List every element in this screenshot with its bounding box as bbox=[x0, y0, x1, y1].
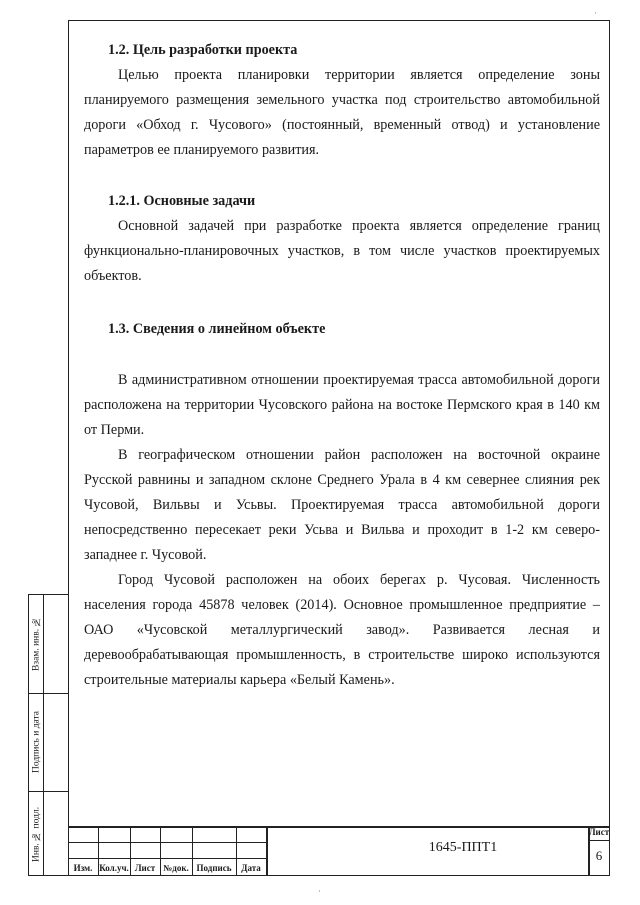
tb-col-ndok: №док. bbox=[163, 863, 189, 873]
side-label-podpis: Подпись и дата bbox=[31, 711, 42, 774]
tb-col-list: Лист bbox=[134, 863, 156, 873]
paragraph-1-2: Целью проекта планировки территории является определение зоны планируемого размещения земельного участка под строительство автомобильной дороги «Обход г. Чусового» (постоянный, временный отвод) и установление параметров ее планируемого развития. bbox=[84, 67, 600, 158]
side-label-inv: Инв. № подл. bbox=[31, 806, 42, 862]
tb-col-izm: Изм. bbox=[73, 863, 93, 873]
bottom-mark: · bbox=[318, 886, 321, 896]
sheet-number: 6 bbox=[595, 848, 603, 863]
heading-1-2-1: 1.2.1. Основные задачи bbox=[108, 193, 256, 209]
page-content bbox=[84, 38, 600, 693]
heading-1-3: 1.3. Сведения о линейном объекте bbox=[108, 321, 326, 337]
paragraph-1-3-geo: В географическом отношении район расположен на восточной окраине Русской равнины и западном склоне Среднего Урала в 4 км севернее слияния рек Чусовой, Вильвы и Усьвы. Проектируемая трасса автомобильной дороги непосредственно пересекает реки Усьва и Вильва и проходит в 1-2 км северо-западнее г. Чусовой. bbox=[84, 447, 600, 563]
paragraph-1-2-1: Основной задачей при разработке проекта является определение границ функционально-планировочных участков, в том числе участков проектируемых объектов. bbox=[84, 218, 600, 284]
sheet-label: Лист bbox=[588, 827, 610, 837]
paragraph-1-3-city: Город Чусовой расположен на обоих берегах р. Чусовая. Численность населения города 45878 человек (2014). Основное промышленное предприятие – ОАО «Чусовской металлургический завод». Развивается лесная и деревообрабатывающая промышленность, в строительстве широко используются строительные материалы карьера «Белый Камень». bbox=[84, 572, 600, 688]
tb-col-podpis: Подпись bbox=[196, 863, 232, 873]
side-label-vzam: Взам. инв. № bbox=[31, 616, 42, 672]
document-code: 1645-ППТ1 bbox=[428, 840, 498, 855]
title-block bbox=[68, 826, 610, 876]
heading-1-2: 1.2. Цель разработки проекта bbox=[108, 42, 298, 58]
corner-mark: · bbox=[594, 8, 597, 18]
side-strip bbox=[28, 594, 68, 876]
tb-col-koluch: Кол.уч. bbox=[99, 863, 129, 873]
tb-col-data: Дата bbox=[241, 863, 261, 873]
paragraph-1-3-admin: В административном отношении проектируемая трасса автомобильной дороги расположена на территории Чусовского района на востоке Пермского края в 140 км от Перми. bbox=[84, 372, 600, 438]
